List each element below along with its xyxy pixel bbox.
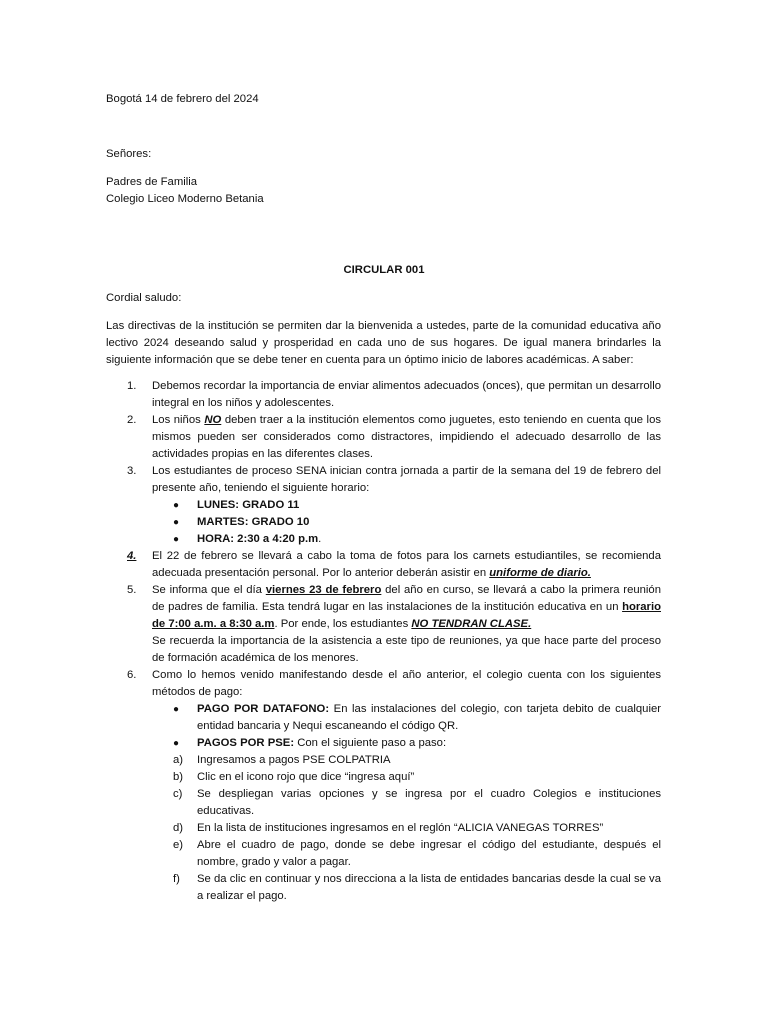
intro-paragraph: Las directivas de la institución se permiten dar la bienvenida a ustedes, parte de la comunidad educativa año lectivo 2024 deseando salud y prosperidad en cada uno de sus hogares. De igual manera brindarles la siguiente información que se debe tener en cuenta para un óptimo inicio de labores académicas. A saber: xyxy=(106,320,661,366)
list-item xyxy=(106,667,661,701)
step-text: Clic en el icono rojo que dice “ingresa aquí” xyxy=(197,771,415,783)
bullet-icon: ● xyxy=(173,517,180,528)
step-text: Se despliegan varias opciones y se ingresa por el cuadro Colegios e instituciones educativas. xyxy=(197,788,661,817)
bullet-icon: ● xyxy=(173,500,180,511)
step-letter: a) xyxy=(173,754,184,766)
item-emphasis: viernes 23 de febrero xyxy=(265,584,382,596)
item-text: . Por ende, los estudiantes xyxy=(274,618,412,630)
bullet-icon: ● xyxy=(173,704,180,715)
step-item xyxy=(106,820,661,837)
bullet-text: LUNES: GRADO 11 xyxy=(197,499,300,511)
item-text: del año en curso, se llevará a cabo la primera reunión de padres de familia. Esta tendrá lugar en las instalaciones de la institución educativa en un xyxy=(152,584,661,613)
step-item xyxy=(106,752,661,769)
bullet-text: En las instalaciones del colegio, con tarjeta debito de cualquier entidad bancaria y Nequi escaneando el código QR. xyxy=(197,703,661,732)
recipients-block xyxy=(106,174,264,208)
item-text: Se informa que el día xyxy=(152,584,266,596)
step-item xyxy=(106,871,661,905)
item-number: 6. xyxy=(127,669,137,681)
item-emphasis: NO xyxy=(204,414,222,426)
step-item xyxy=(106,769,661,786)
letter-date: Bogotá 14 de febrero del 2024 xyxy=(106,93,259,105)
recipient-line-2: Colegio Liceo Moderno Betania xyxy=(106,193,264,205)
step-item xyxy=(106,837,661,871)
step-letter: e) xyxy=(173,839,184,851)
step-text: Abre el cuadro de pago, donde se debe ingresar el código del estudiante, después el nombre, grado y valor a pagar. xyxy=(197,839,661,868)
item-text: El 22 de febrero se llevará a cabo la toma de fotos para los carnets estudiantiles, se recomienda adecuada presentación personal. Por lo anterior deberán asistir en xyxy=(152,550,661,579)
bullet-item xyxy=(106,514,661,531)
list-item xyxy=(106,548,661,582)
step-letter: f) xyxy=(173,873,180,885)
step-item xyxy=(106,786,661,820)
step-letter: c) xyxy=(173,788,183,800)
item-number: 3. xyxy=(127,465,137,477)
bullet-text: Con el siguiente paso a paso: xyxy=(294,737,447,749)
item-number: 5. xyxy=(127,584,137,596)
bullet-item xyxy=(106,735,661,752)
step-letter: b) xyxy=(173,771,184,783)
bullet-text-end: . xyxy=(318,533,322,545)
step-text: Se da clic en continuar y nos direcciona a la lista de entidades bancarias desde la cual se va a realizar el pago. xyxy=(197,873,661,902)
item-emphasis: horario de 7:00 a.m. a 8:30 a.m xyxy=(152,601,661,630)
bullet-text: HORA: 2:30 a 4:20 p.m xyxy=(197,533,319,545)
bullet-item xyxy=(106,497,661,514)
recipient-line-1: Padres de Familia xyxy=(106,176,198,188)
item-text: Los niños xyxy=(152,414,205,426)
item-emphasis: NO TENDRAN CLASE. xyxy=(411,618,532,630)
bullet-icon: ● xyxy=(173,534,180,545)
item-text: Los estudiantes de proceso SENA inician contra jornada a partir de la semana del 19 de febrero del presente año, teniendo el siguiente horario: xyxy=(152,465,661,494)
item-emphasis: uniforme de diario. xyxy=(489,567,591,579)
bullet-item xyxy=(106,701,661,735)
step-letter: d) xyxy=(173,822,184,834)
bullet-label: PAGO POR DATAFONO: xyxy=(197,703,330,715)
salutation: Cordial saludo: xyxy=(106,292,182,304)
bullet-icon: ● xyxy=(173,738,180,749)
list-item xyxy=(106,412,661,463)
item-number: 2. xyxy=(127,414,137,426)
list-item xyxy=(106,582,661,667)
list-item xyxy=(106,463,661,497)
circular-title: CIRCULAR 001 xyxy=(343,264,425,276)
step-text: Ingresamos a pagos PSE COLPATRIA xyxy=(197,754,391,766)
item-text: Debemos recordar la importancia de enviar alimentos adecuados (onces), que permitan un desarrollo integral en los niños y adolescentes. xyxy=(152,380,661,409)
item-text: Se recuerda la importancia de la asistencia a este tipo de reuniones, ya que hace parte del proceso de formación académica de los menores. xyxy=(152,635,661,664)
item-number: 4. xyxy=(127,550,137,562)
bullet-item xyxy=(106,531,661,548)
item-number: 1. xyxy=(127,380,137,392)
numbered-list xyxy=(106,378,661,905)
bullet-text: MARTES: GRADO 10 xyxy=(197,516,310,528)
list-item xyxy=(106,378,661,412)
item-text: Como lo hemos venido manifestando desde el año anterior, el colegio cuenta con los siguientes métodos de pago: xyxy=(152,669,661,698)
bullet-label: PAGOS POR PSE: xyxy=(197,737,295,749)
item-text: deben traer a la institución elementos como juguetes, esto teniendo en cuenta que los mismos pueden ser considerados como distractores, impidiendo el adecuado desarrollo de las actividades propias en las diferentes clases. xyxy=(152,414,661,460)
greeting: Señores: xyxy=(106,148,152,160)
step-text: En la lista de instituciones ingresamos en el reglón “ALICIA VANEGAS TORRES” xyxy=(197,822,604,834)
